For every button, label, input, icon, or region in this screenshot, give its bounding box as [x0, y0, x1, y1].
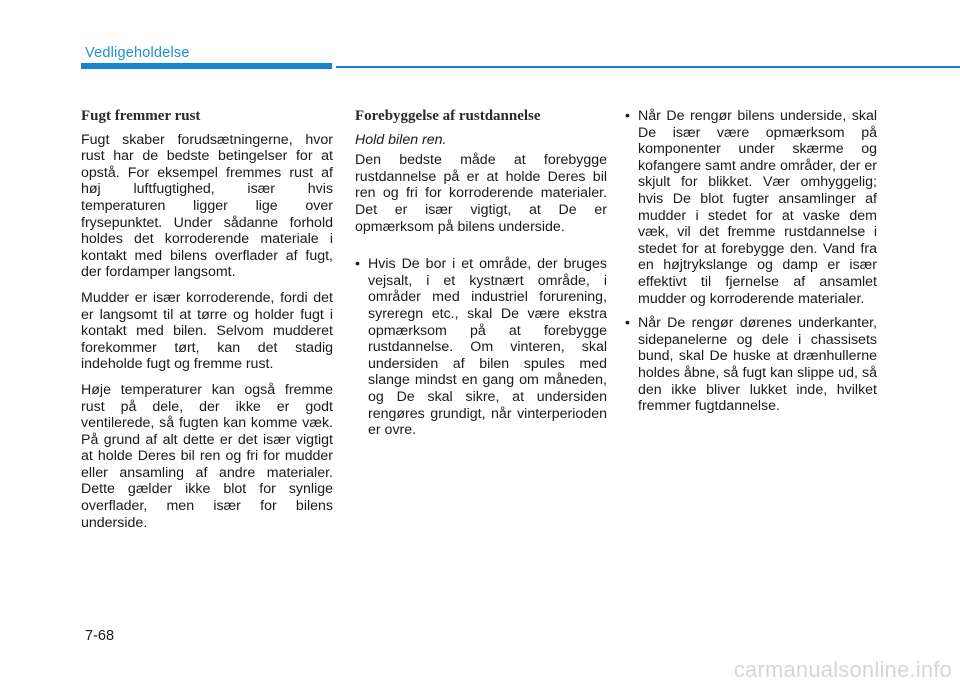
- list-item-text: Når De rengør dørenes underkanter, sidepanelerne og dele i chassisets bund, skal De huske at drænhullerne holdes åbne, så fugt kan slippe ud, så den ikke bliver lukket inde, hvilket fremmer fugtdannelse.: [638, 315, 877, 415]
- section-title: Vedligeholdelse: [85, 45, 190, 61]
- paragraph: Den bedste måde at forebygge rustdannelse på er at holde Deres bil ren og fri for korroderende materialer. Det er især vigtigt, at De er opmærksom på bilens underside.: [355, 152, 607, 235]
- bullet-list: [355, 256, 607, 439]
- page-number: 7-68: [85, 628, 115, 644]
- paragraph: Mudder er især korroderende, fordi det er langsomt til at tørre og holder fugt i kontakt med bilen. Selvom mudderet forekommer tørt, kan det stadig indeholde fugt og fremme rust.: [81, 289, 333, 373]
- column-1: [81, 108, 333, 540]
- column-2: [355, 108, 607, 447]
- header-bar-thin: [336, 66, 960, 68]
- subheading-keep-clean: Hold bilen ren.: [355, 131, 447, 148]
- column-3: [625, 108, 877, 423]
- heading-moisture-rust: Fugt fremmer rust: [81, 108, 201, 124]
- paragraph: Høje temperaturer kan også fremme rust på dele, der ikke er godt ventilerede, så fugten kan komme væk. På grund af alt dette er det især vigtigt at holde Deres bil ren og fri for mudder eller ansamling af andre materialer. Dette gælder ikke blot for synlige overflader, men især for bilens underside.: [81, 381, 333, 531]
- bullet-list: [625, 108, 877, 415]
- list-item-text: Når De rengør bilens underside, skal De især være opmærksom på komponenter under skærme og kofangere samt andre områder, der er skjult for blikket. Vær omhyggelig; hvis De blot fugter ansamlinger af mudder i stedet for at vaske dem væk, vil det fremme rustdannelse i stedet for at forebygge den. Vand fra en højtrykslange og damp er især effektivt til fjernelse af ansamlet mudder og korroderende materialer.: [638, 108, 877, 307]
- heading-rust-prevention: Forebyggelse af rustdannelse: [355, 108, 541, 124]
- list-item: [625, 108, 877, 307]
- bullet-icon: •: [355, 256, 360, 273]
- list-item: [625, 315, 877, 415]
- header-bar-thick: [81, 63, 332, 69]
- paragraph: Fugt skaber forudsætningerne, hvor rust har de bedste betingelser for at opstå. For eksempel fremmes rust af høj luftfugtighed, især hvis temperaturen ligger lige over frysepunktet. Under sådanne forhold holdes det korroderende materiale i kontakt med bilens overflader af fugt, der fordamper langsomt.: [81, 131, 333, 281]
- bullet-icon: •: [625, 315, 630, 332]
- watermark: carmanualsonline.info: [733, 657, 952, 682]
- list-item-text: Hvis De bor i et område, der bruges vejsalt, i et kystnært område, i områder med industriel forurening, syreregn etc., skal De være ekstra opmærksom på at forebygge rustdannelse. Om vinteren, skal undersiden af bilen spules med slange mindst en gang om måneden, og De skal sikre, at undersiden rengøres grundigt, når vinterperioden er ovre.: [368, 256, 607, 439]
- bullet-icon: •: [625, 108, 630, 124]
- list-item: [355, 256, 607, 439]
- spacer: [355, 244, 607, 256]
